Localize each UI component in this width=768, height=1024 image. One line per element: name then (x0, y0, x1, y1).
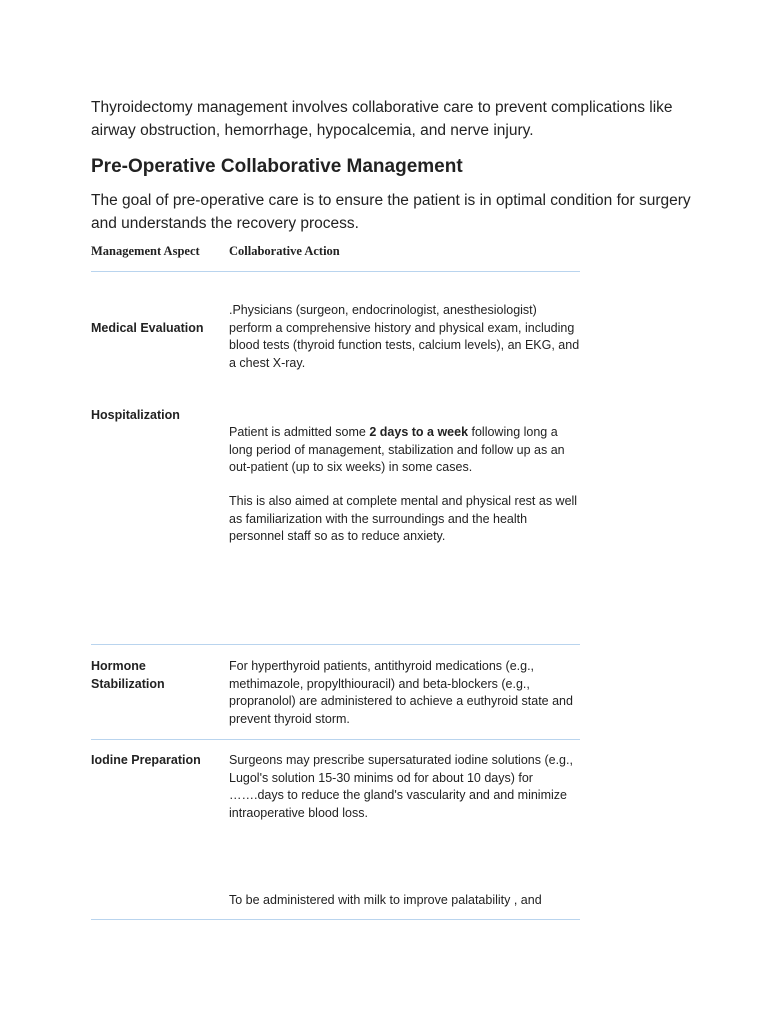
row-label-iodine-preparation: Iodine Preparation (91, 753, 201, 767)
row-label-hospitalization: Hospitalization (91, 408, 180, 422)
action-text: Patient is admitted some (229, 425, 370, 439)
action-emphasis: 2 days to a week (369, 425, 469, 439)
goal-paragraph: The goal of pre-operative care is to ensure the patient is in optimal condition for surgery and understands the recovery process. (91, 192, 691, 232)
row-action-hospitalization (229, 424, 581, 477)
section-heading: Pre-Operative Collaborative Management (91, 156, 463, 177)
action-text: following long a long period of management, stabilization and follow up as an out-patient (up to six weeks) in some cases. (229, 425, 565, 474)
table-divider (91, 644, 580, 645)
row-label-hormone-stabilization: Hormone Stabilization (91, 659, 165, 691)
row-action-iodine-preparation: Surgeons may prescribe supersaturated iodine solutions (e.g., Lugol's solution 15-30 minims od for about 10 days) for …….days to reduce the gland's vascularity and and minimize intraoperative blood loss. (229, 753, 573, 820)
row-action-iodine-preparation-2: To be administered with milk to improve palatability , and (229, 893, 542, 907)
row-action-hospitalization-2: This is also aimed at complete mental and physical rest as well as familiarization with the surroundings and the health personnel staff so as to reduce anxiety. (229, 494, 578, 543)
table-divider (91, 739, 580, 740)
row-action-hormone-stabilization: For hyperthyroid patients, antithyroid medications (e.g., methimazole, propylthiouracil) and beta-blockers (e.g., propranolol) are administered to achieve a euthyroid state and prevent thyroid storm. (229, 659, 573, 726)
table-header-aspect: Management Aspect (91, 244, 200, 258)
table-divider (91, 271, 580, 272)
intro-paragraph: Thyroidectomy management involves collaborative care to prevent complications like airway obstruction, hemorrhage, hypocalcemia, and nerve injury. (91, 99, 673, 139)
row-label-medical-evaluation: Medical Evaluation (91, 321, 204, 335)
row-action-medical-evaluation: .Physicians (surgeon, endocrinologist, anesthesiologist) perform a comprehensive history and physical exam, including blood tests (thyroid function tests, calcium levels), an EKG, and a chest X-ray. (229, 303, 580, 370)
table-header-action: Collaborative Action (229, 244, 340, 258)
table-divider (91, 919, 580, 920)
